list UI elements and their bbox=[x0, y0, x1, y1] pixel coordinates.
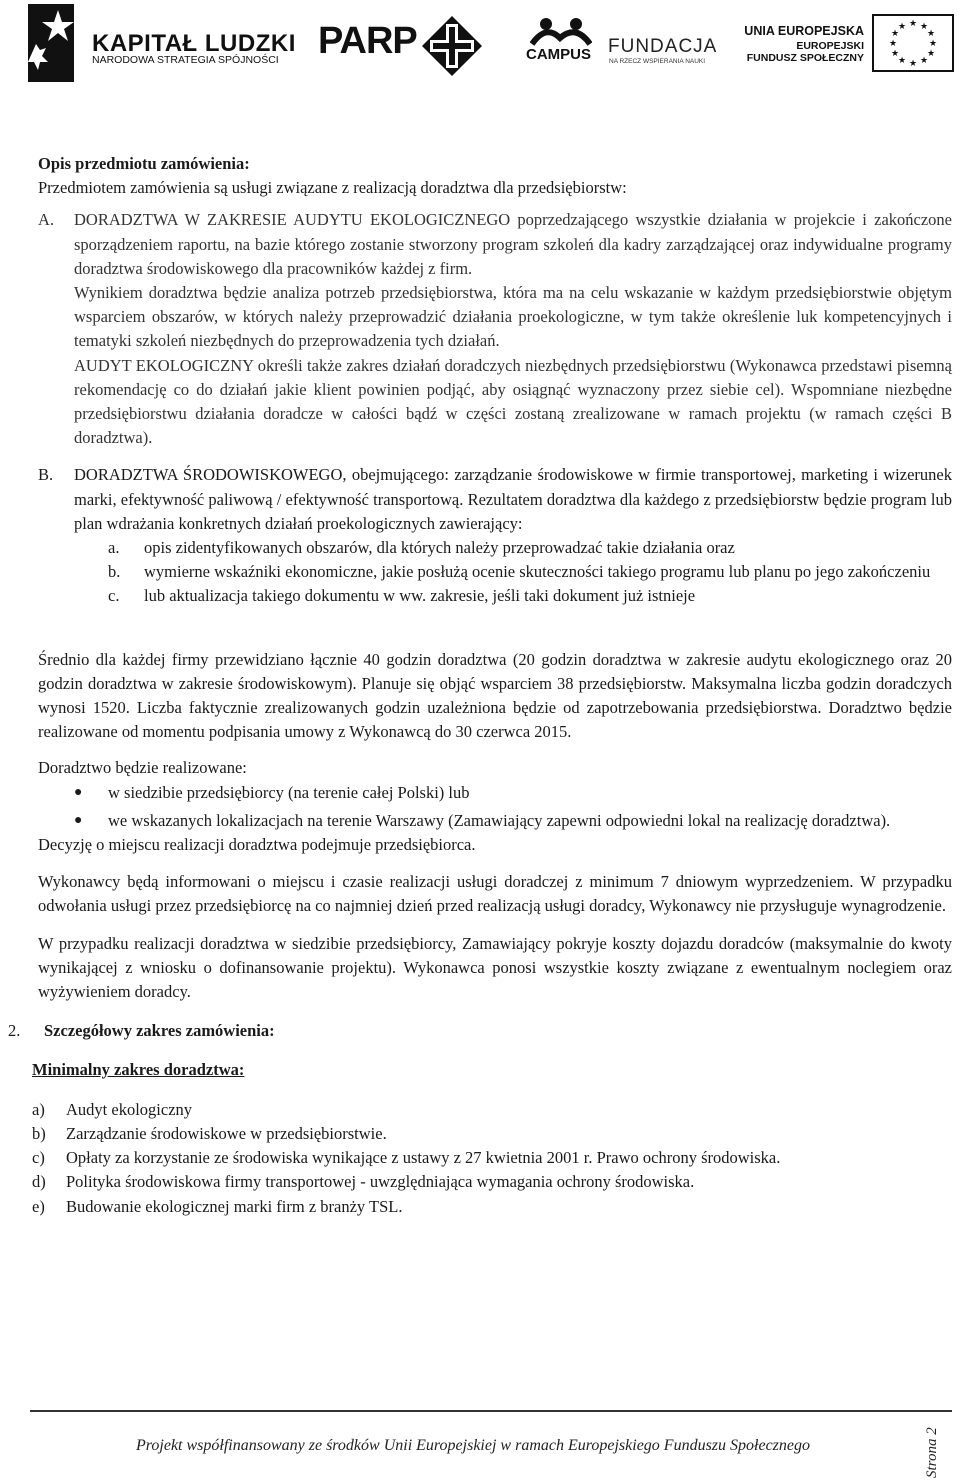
bullet-text: we wskazanych lokalizacjach na terenie Warszawy (Zamawiający zapewni odpowiedni lokal na realizację doradztwa). bbox=[108, 810, 891, 830]
list-item bbox=[32, 1170, 952, 1194]
wykonawcy-paragraph: Wykonawcy będą informowani o miejscu i czasie realizacji usługi doradczej z minimum 7 dniowym wyprzedzeniem. W przypadku odwołania usługi przez przedsiębiorcę na co najmniej dzień przed realizacją usługi doradcy, Wykonawcy nie przysługuje wynagrodzenie. bbox=[38, 872, 952, 916]
parp-logo-text: PARP bbox=[318, 20, 417, 62]
decyzje-paragraph: Decyzję o miejscu realizacji doradztwa podejmuje przedsiębiorca. bbox=[38, 835, 476, 855]
kapital-ludzki-name: KAPITAŁ LUDZKI bbox=[92, 30, 296, 57]
section-a bbox=[38, 208, 952, 450]
bullet-item bbox=[38, 809, 952, 833]
svg-text:★: ★ bbox=[926, 29, 936, 39]
list-text: lub aktualizacja takiego dokumentu w ww. zakresie, jeśli taki dokument już istnieje bbox=[144, 586, 696, 606]
bullet-icon: ● bbox=[74, 784, 83, 800]
svg-text:★: ★ bbox=[908, 59, 918, 69]
svg-text:★: ★ bbox=[888, 39, 898, 49]
opis-intro: Przedmiotem zamówienia są usługi związane z realizacją doradztwa dla przedsiębiorstw: bbox=[38, 178, 627, 198]
list-item bbox=[38, 584, 952, 608]
page-number: Strona 2 bbox=[924, 1427, 940, 1478]
section-b-list bbox=[38, 536, 952, 609]
svg-text:★: ★ bbox=[897, 56, 907, 66]
section-a-paragraph-3: AUDYT EKOLOGICZNY określi także zakres działań doradczych niezbędnych przedsiębiorstwu (Wykonawca przedstawi pisemną rekomendację co do działań jakie klient powinien podjąć, aby osiągnąć wyznaczony przez siebie cel). Wspomniane niezbędne przedsiębiorstwu działania doradcze w całości bądź w części zostaną zrealizowane w ramach projektu (w ramach części B doradztwa). bbox=[74, 355, 952, 448]
fundacja-logo-text: FUNDACJA bbox=[608, 36, 718, 57]
list-marker: e) bbox=[32, 1196, 45, 1216]
minimal-scope-list bbox=[32, 1098, 952, 1219]
section-2-heading bbox=[8, 1019, 952, 1043]
kapital-ludzki-subtitle: NARODOWA STRATEGIA SPÓJNOŚCI bbox=[92, 54, 279, 66]
list-marker: b) bbox=[32, 1123, 46, 1143]
bullet-text: w siedzibie przedsiębiorcy (na terenie całej Polski) lub bbox=[108, 782, 470, 802]
list-item bbox=[32, 1122, 952, 1146]
document-body bbox=[8, 152, 952, 1219]
svg-text:★: ★ bbox=[890, 49, 900, 59]
footer-cofinancing-note: Projekt współfinansowany ze środków Unii Europejskiej w ramach Europejskiego Funduszu Społecznego bbox=[136, 1437, 810, 1454]
eu-title: UNIA EUROPEJSKA bbox=[744, 24, 864, 38]
list-marker: c. bbox=[108, 586, 120, 606]
location-bullets bbox=[38, 781, 952, 833]
list-marker: d) bbox=[32, 1172, 46, 1192]
section-a-paragraph-2: Wynikiem doradztwa będzie analiza potrzeb przedsiębiorstwa, która ma na celu wskazanie w każdym przedsiębiorstwie objętym wsparciem obszarów, w których należy przeprowadzić działania proekologiczne, w tym także określenie luk kompetencyjnych i tematyki szkoleń niezbędnych do przeprowadzenia tych działań. bbox=[74, 283, 952, 351]
list-item bbox=[38, 560, 952, 584]
eu-flag-icon bbox=[872, 14, 954, 72]
list-marker: b. bbox=[108, 562, 121, 582]
list-text: opis zidentyfikowanych obszarów, dla których należy przeprowadzać takie działania oraz bbox=[144, 538, 735, 558]
svg-text:★: ★ bbox=[908, 19, 918, 29]
section-b bbox=[38, 463, 952, 536]
bullet-item bbox=[38, 781, 952, 805]
opis-heading: Opis przedmiotu zamówienia: bbox=[38, 154, 250, 173]
realizowane-paragraph: Doradztwo będzie realizowane: bbox=[38, 758, 247, 778]
footer-divider bbox=[30, 1410, 952, 1412]
list-item bbox=[32, 1098, 952, 1122]
list-item bbox=[32, 1195, 952, 1219]
campus-logo-text: CAMPUS bbox=[526, 46, 592, 63]
section-a-paragraph-1: DORADZTWA W ZAKRESIE AUDYTU EKOLOGICZNEGO poprzedzającego wszystkie działania w projekcie i zakończone sporządzeniem raportu, na bazie którego zostanie stworzony program szkoleń dla kadry zarządzającej oraz indywidualne programy doradztwa środowiskowego dla pracowników każdej z firm. bbox=[74, 210, 952, 278]
campus-people-icon bbox=[530, 16, 592, 46]
section-2-title: Szczegółowy zakres zamówienia: bbox=[44, 1021, 275, 1041]
list-marker: a) bbox=[32, 1099, 45, 1119]
list-text: Audyt ekologiczny bbox=[66, 1099, 193, 1119]
eu-subtitle-1: EUROPEJSKI bbox=[796, 40, 864, 52]
koszty-paragraph: W przypadku realizacji doradztwa w siedzibie przedsiębiorcy, Zamawiający pokryje koszty dojazdu doradców (maksymalnie do kwoty wynikającej z wniosku o dofinansowanie projektu). Wykonawca ponosi wszystkie koszty związane z ewentualnym noclegiem oraz wyżywieniem doradcy. bbox=[38, 933, 952, 1002]
list-text: Zarządzanie środowiskowe w przedsiębiorstwie. bbox=[66, 1123, 387, 1143]
svg-text:★: ★ bbox=[919, 56, 929, 66]
section-2-number: 2. bbox=[8, 1021, 21, 1041]
list-marker: a. bbox=[108, 538, 120, 558]
section-b-paragraph: DORADZTWA ŚRODOWISKOWEGO, obejmującego: zarządzanie środowiskowe w firmie transportowej, marketing i wizerunek marki, efektywność paliwową / efektywność transportową. Rezultatem doradztwa dla każdego z przedsiębiorstw będzie program lub plan wdrażania konkretnych działań proekologicznych zawierający: bbox=[74, 465, 952, 533]
list-text: Opłaty za korzystanie ze środowiska wynikające z ustawy z 27 kwietnia 2001 r. Prawo ochrony środowiska. bbox=[66, 1148, 781, 1168]
list-text: wymierne wskaźniki ekonomiczne, jakie posłużą ocenie skuteczności takiego programu lub planu po jego zakończeniu bbox=[144, 562, 931, 582]
list-item bbox=[38, 536, 952, 560]
srednio-paragraph: Średnio dla każdej firmy przewidziano łącznie 40 godzin doradztwa (20 godzin doradztwa w zakresie audytu ekologicznego oraz 20 godzin doradztwa w zakresie środowiskowym). Planuje się objąć wsparciem 38 przedsiębiorstw. Maksymalna liczba godzin doradczych wynosi 1520. Liczba faktycznie zrealizowanych godzin uzależniona będzie od zapotrzebowania przedsiębiorstwa. Doradztwo będzie realizowane od momentu podpisania umowy z Wykonawcą do 30 czerwca 2015. bbox=[38, 649, 952, 742]
list-text: Polityka środowiskowa firmy transportowej - uwzględniająca wymagania ochrony środowiska. bbox=[66, 1172, 695, 1192]
kapital-ludzki-logo bbox=[28, 4, 86, 84]
list-item bbox=[32, 1146, 952, 1170]
eu-subtitle-2: FUNDUSZ SPOŁECZNY bbox=[746, 52, 864, 64]
minimal-scope-title: Minimalny zakres doradztwa: bbox=[32, 1059, 245, 1079]
fundacja-subtitle: NA RZECZ WSPIERANIA NAUKI bbox=[609, 58, 706, 65]
section-a-marker: A. bbox=[38, 210, 55, 230]
svg-text:★: ★ bbox=[919, 22, 929, 32]
header-logos bbox=[0, 0, 960, 88]
bullet-icon: ● bbox=[74, 812, 83, 828]
svg-text:★: ★ bbox=[928, 39, 938, 49]
svg-text:★: ★ bbox=[926, 49, 936, 59]
svg-text:★: ★ bbox=[890, 29, 900, 39]
list-marker: c) bbox=[32, 1148, 45, 1168]
parp-cross-icon bbox=[420, 14, 484, 78]
svg-text:★: ★ bbox=[897, 22, 907, 32]
section-b-marker: B. bbox=[38, 465, 54, 485]
list-text: Budowanie ekologicznej marki firm z branży TSL. bbox=[66, 1196, 403, 1216]
